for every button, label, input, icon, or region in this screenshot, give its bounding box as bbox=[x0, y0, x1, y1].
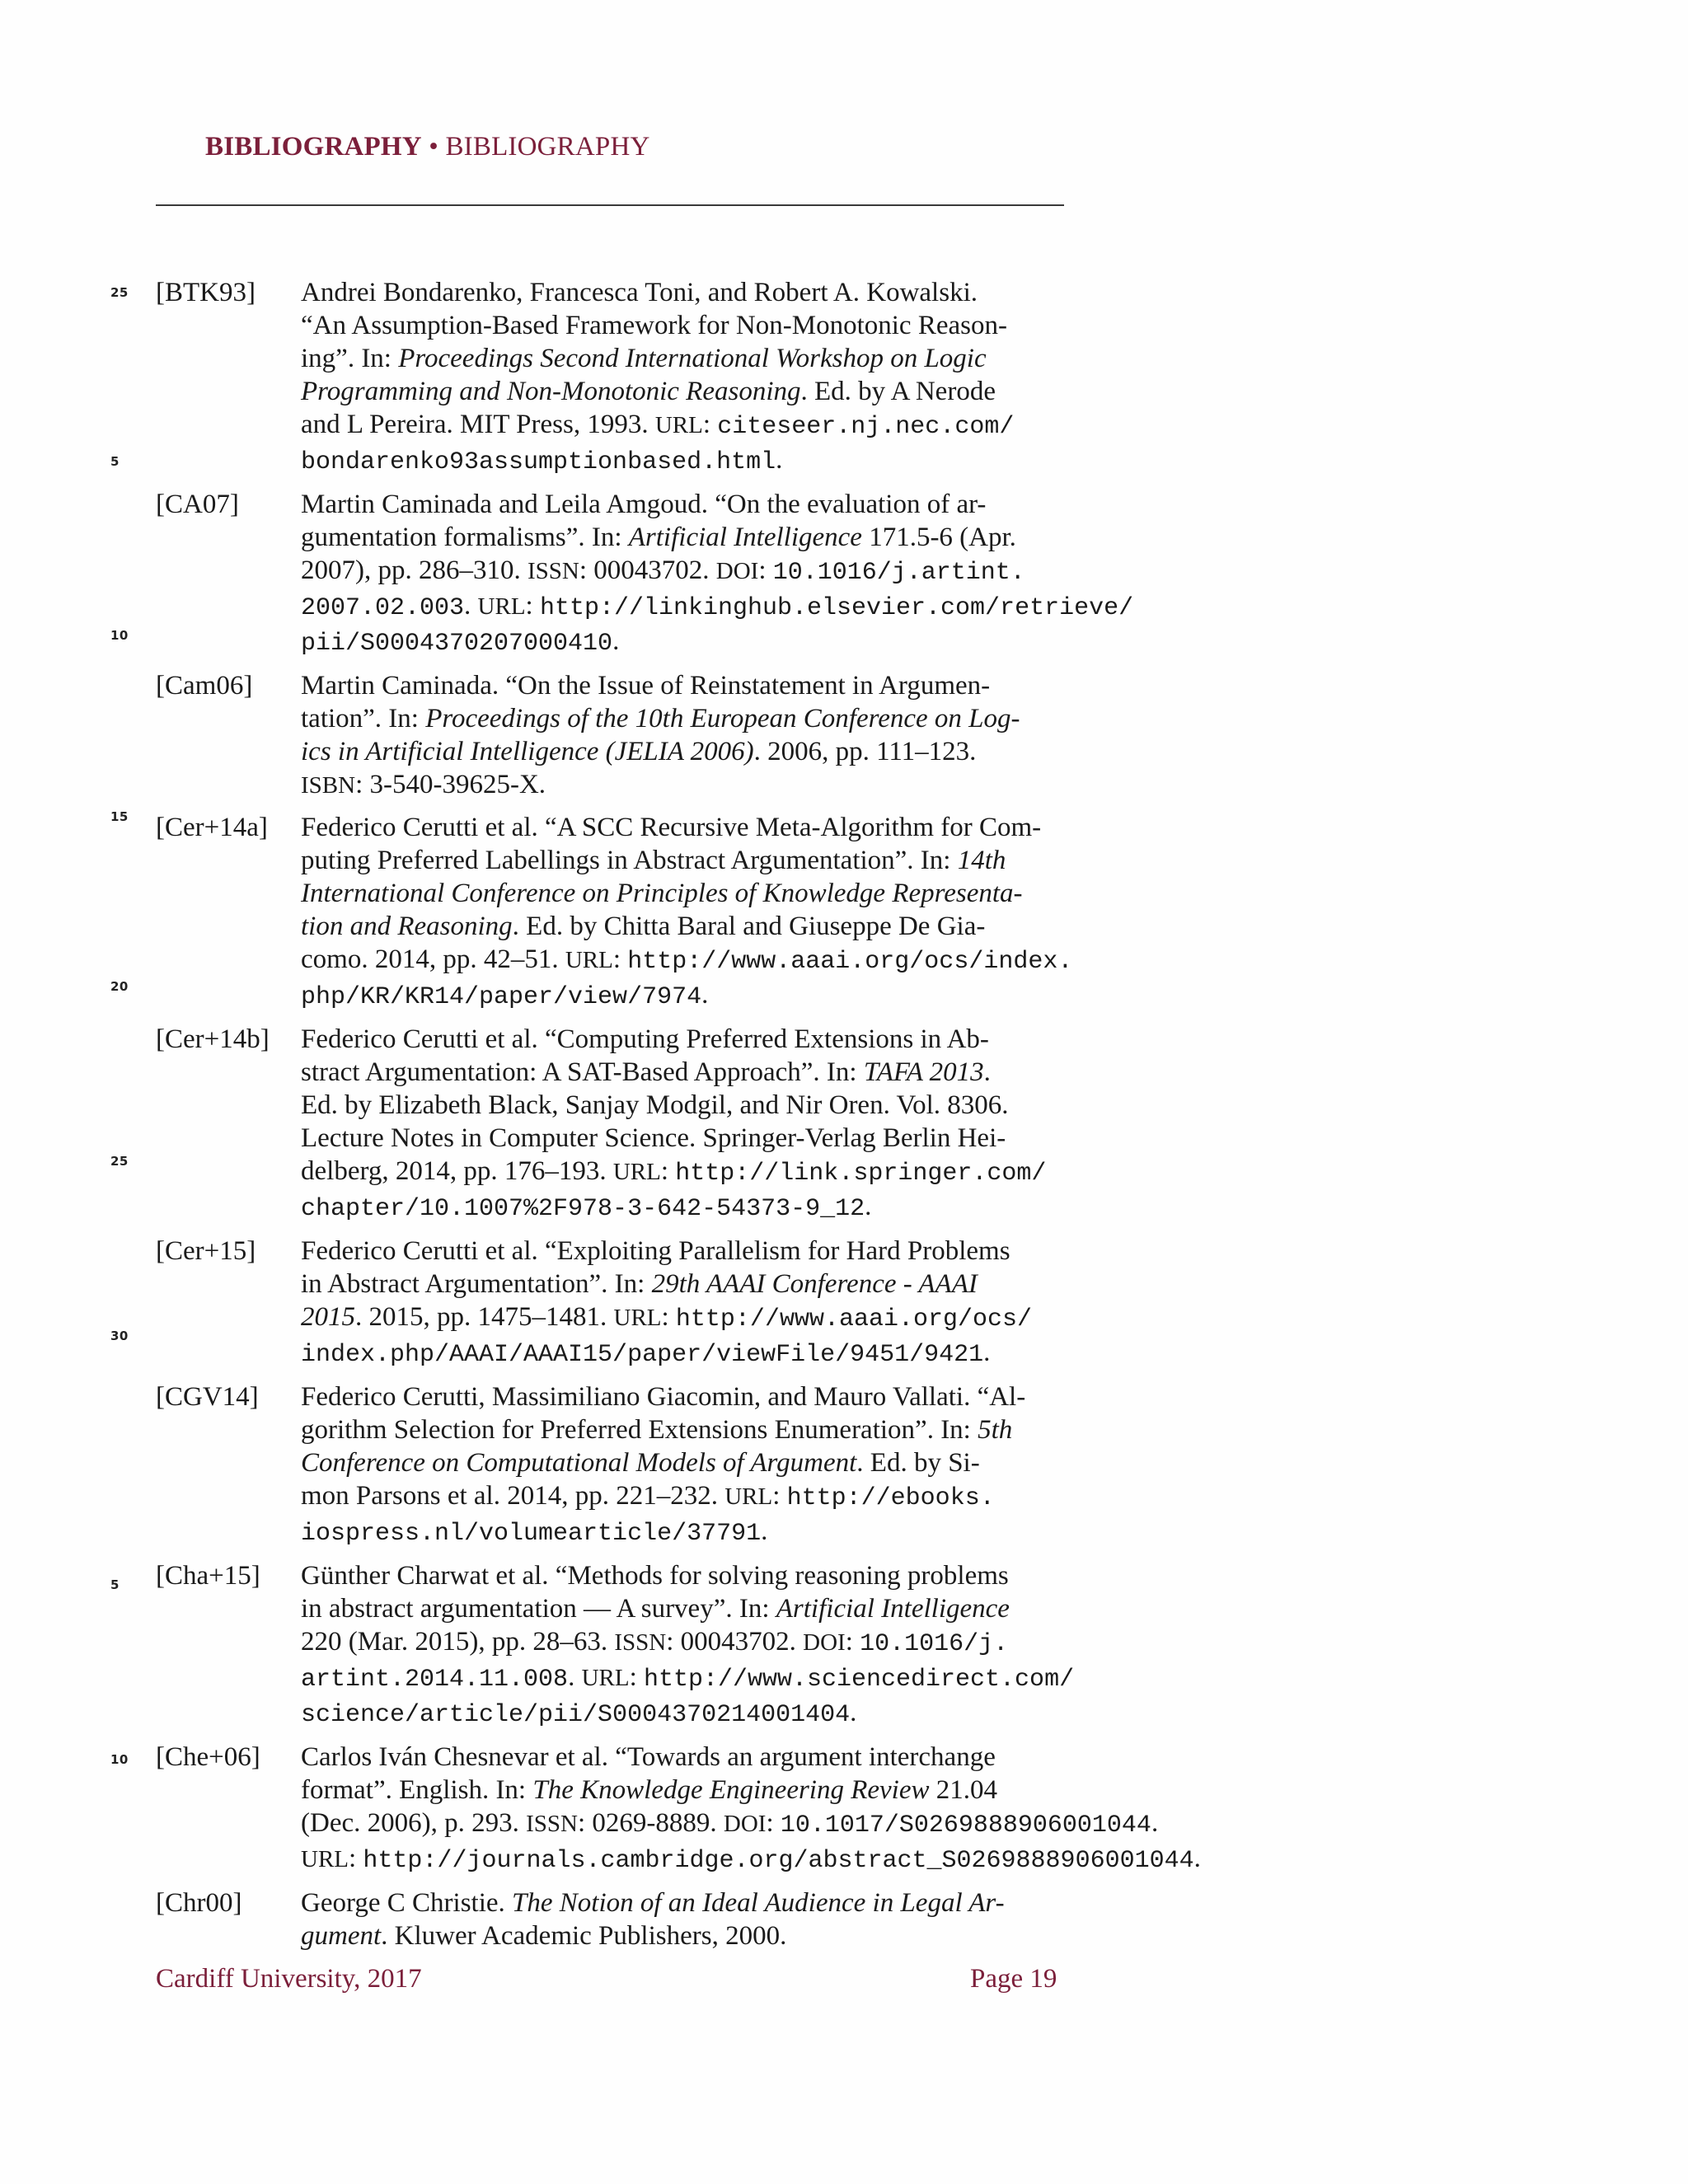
bib-link-text: pii/S0004370207000410 bbox=[301, 630, 613, 658]
bib-line bbox=[301, 554, 1079, 589]
bib-line bbox=[301, 521, 1079, 554]
header-separator: • bbox=[429, 132, 438, 162]
bib-text: URL bbox=[581, 1665, 630, 1691]
bib-line bbox=[301, 1235, 1079, 1268]
line-number: 20 bbox=[110, 979, 129, 994]
bib-text: The Knowledge Engineering Review bbox=[532, 1775, 930, 1805]
bib-text: delberg, 2014, pp. 176–193. bbox=[301, 1156, 613, 1186]
bib-link-text: bondarenko93assumptionbased.html bbox=[301, 448, 776, 476]
bib-link-text: science/article/pii/S0004370214001404 bbox=[301, 1701, 851, 1729]
line-number: 15 bbox=[110, 809, 129, 824]
bib-text: ISBN bbox=[301, 772, 356, 799]
bib-text: : bbox=[766, 1808, 781, 1838]
bib-line bbox=[301, 1380, 1079, 1413]
bib-line bbox=[301, 1479, 1079, 1515]
bib-text: DOI bbox=[723, 1811, 767, 1837]
bib-line bbox=[301, 1446, 1079, 1479]
bib-link-text: 10.1016/j. bbox=[860, 1630, 1009, 1658]
line-number: 25 bbox=[110, 1154, 129, 1169]
bib-line bbox=[301, 342, 1079, 375]
bib-entry bbox=[156, 669, 1079, 802]
bib-text: in abstract argumentation — A survey”. In: bbox=[301, 1594, 776, 1624]
bib-link-text: php/KR/KR14/paper/view/7974 bbox=[301, 983, 702, 1011]
bib-key: [Che+06] bbox=[156, 1742, 260, 1772]
bib-line bbox=[301, 408, 1079, 443]
bib-text: : bbox=[525, 591, 540, 621]
bib-text: TAFA 2013 bbox=[863, 1057, 984, 1087]
bib-link-text: http://www.sciencedirect.com/ bbox=[643, 1666, 1075, 1694]
bib-text: . bbox=[983, 1338, 991, 1367]
bib-line bbox=[301, 811, 1079, 844]
bib-text: gument bbox=[301, 1921, 382, 1951]
bib-text: puting Preferred Labellings in Abstract Argumentation”. In: bbox=[301, 846, 958, 875]
bib-line bbox=[301, 625, 1079, 660]
bib-line bbox=[301, 768, 1079, 802]
bib-link-text: index.php/AAAI/AAAI15/paper/viewFile/9451/9421 bbox=[301, 1341, 984, 1369]
bib-line bbox=[301, 1661, 1079, 1696]
bib-text: 2015 bbox=[301, 1302, 355, 1332]
bib-line bbox=[301, 375, 1079, 408]
bib-text: . Kluwer Academic Publishers, 2000. bbox=[381, 1921, 787, 1951]
bib-entry bbox=[156, 488, 1134, 660]
bib-text: . bbox=[568, 1662, 582, 1692]
bib-line bbox=[301, 1023, 1079, 1056]
bib-text: DOI bbox=[715, 558, 759, 584]
bib-text: Ed. by Elizabeth Black, Sanjay Modgil, and Nir Oren. Vol. 8306. bbox=[301, 1090, 1009, 1120]
bib-text: como. 2014, pp. 42–51. bbox=[301, 944, 565, 974]
bib-text: 14th bbox=[957, 846, 1006, 875]
bib-text: mon Parsons et al. 2014, pp. 221–232. bbox=[301, 1481, 725, 1511]
bib-line bbox=[301, 669, 1079, 702]
bib-text: . bbox=[776, 445, 783, 475]
bib-text: . bbox=[464, 591, 478, 621]
bib-entry bbox=[156, 1380, 1079, 1550]
bib-text: (Dec. 2006), p. 293. bbox=[301, 1808, 527, 1838]
header-rule bbox=[156, 204, 1064, 206]
bib-link-text: citeseer.nj.nec.com/ bbox=[717, 413, 1015, 441]
bib-line bbox=[301, 1122, 1079, 1155]
bib-line bbox=[301, 1696, 1079, 1732]
bib-link-text: http://journals.cambridge.org/abstract_S0269888906001044 bbox=[363, 1847, 1194, 1875]
bib-text: : bbox=[758, 555, 773, 585]
bib-text: . bbox=[850, 1698, 857, 1727]
bib-line bbox=[301, 309, 1079, 342]
bib-text: Lecture Notes in Computer Science. Springer-Verlag Berlin Hei- bbox=[301, 1123, 1006, 1153]
bib-line bbox=[301, 1515, 1079, 1550]
bib-entry bbox=[156, 1235, 1079, 1371]
bib-text: 220 (Mar. 2015), pp. 28–63. bbox=[301, 1627, 615, 1657]
bib-text: Artificial Intelligence bbox=[628, 523, 862, 552]
bib-link-text: iospress.nl/volumearticle/37791 bbox=[301, 1520, 762, 1548]
bib-text: Martin Caminada. “On the Issue of Reinstatement in Argumen- bbox=[301, 671, 991, 701]
bib-text: 2007), pp. 286–310. bbox=[301, 555, 528, 585]
bib-line bbox=[301, 1559, 1079, 1592]
bib-text: 5th bbox=[978, 1415, 1013, 1445]
bib-text: Andrei Bondarenko, Francesca Toni, and Robert A. Kowalski. bbox=[301, 278, 978, 307]
bib-text: : bbox=[772, 1481, 787, 1511]
bib-text: and L Pereira. MIT Press, 1993. bbox=[301, 410, 655, 439]
bib-text: Conference on Computational Models of Argument bbox=[301, 1448, 857, 1478]
bib-link-text: http://ebooks. bbox=[786, 1484, 995, 1512]
bib-line bbox=[301, 1268, 1079, 1301]
bib-line bbox=[301, 488, 1079, 521]
bib-link-text: artint.2014.11.008 bbox=[301, 1666, 569, 1694]
footer-institution: Cardiff University, 2017 bbox=[156, 1964, 422, 1994]
bib-text: Programming and Non-Monotonic Reasoning bbox=[301, 377, 801, 406]
bib-line bbox=[301, 844, 1079, 877]
header-section: BIBLIOGRAPHY bbox=[445, 132, 650, 162]
bib-line bbox=[301, 1886, 1079, 1919]
bib-text: . bbox=[701, 980, 709, 1010]
bib-text: Federico Cerutti, Massimiliano Giacomin, and Mauro Vallati. “Al- bbox=[301, 1382, 1026, 1412]
footer-page-number: Page 19 bbox=[970, 1964, 1057, 1994]
bib-text: ing”. In: bbox=[301, 344, 399, 373]
bibliography-list bbox=[156, 276, 1201, 1961]
bib-text: Proceedings Second International Workshop on Logic bbox=[398, 344, 987, 373]
bib-text: The Notion of an Ideal Audience in Legal Ar- bbox=[512, 1888, 1005, 1918]
bib-line bbox=[301, 443, 1079, 479]
bib-line bbox=[301, 1625, 1079, 1661]
bib-text: ISSN bbox=[528, 558, 579, 584]
bib-text: . bbox=[1151, 1808, 1159, 1838]
bib-text: ISSN bbox=[526, 1811, 578, 1837]
bib-text: Artificial Intelligence bbox=[776, 1594, 1010, 1624]
bib-text: tation”. In: bbox=[301, 704, 426, 733]
bib-text: Günther Charwat et al. “Methods for solving reasoning problems bbox=[301, 1561, 1009, 1591]
bib-line bbox=[301, 1190, 1079, 1226]
line-number: 10 bbox=[110, 628, 129, 643]
bib-text: : bbox=[629, 1662, 644, 1692]
bib-link-text: 10.1017/S0269888906001044 bbox=[780, 1811, 1151, 1840]
bib-text: . Ed. by A Nerode bbox=[800, 377, 996, 406]
bib-text: . 2015, pp. 1475–1481. bbox=[355, 1302, 614, 1332]
line-number: 30 bbox=[110, 1329, 129, 1343]
bib-text: ics in Artificial Intelligence (JELIA 2006) bbox=[301, 737, 754, 766]
bib-link-text: http://linkinghub.elsevier.com/retrieve/ bbox=[539, 594, 1134, 622]
bib-key: [CA07] bbox=[156, 490, 239, 519]
bib-text: . bbox=[865, 1192, 872, 1221]
bib-line bbox=[301, 1774, 1079, 1807]
bib-text: . bbox=[983, 1057, 991, 1087]
bib-text: : bbox=[702, 410, 718, 439]
bib-line bbox=[301, 276, 1079, 309]
bib-line bbox=[301, 1301, 1079, 1336]
bib-key: [Cam06] bbox=[156, 671, 253, 701]
bib-text: 29th AAAI Conference - AAAI bbox=[651, 1269, 978, 1299]
bib-key: [Chr00] bbox=[156, 1888, 242, 1918]
bib-line bbox=[301, 1592, 1079, 1625]
bib-line bbox=[301, 1919, 1079, 1952]
bib-text: in Abstract Argumentation”. In: bbox=[301, 1269, 652, 1299]
bib-text: : 00043702. bbox=[579, 555, 716, 585]
bib-text: Proceedings of the 10th European Conference on Log- bbox=[425, 704, 1020, 733]
bib-text: . 2006, pp. 111–123. bbox=[753, 737, 977, 766]
bib-text: URL bbox=[724, 1483, 773, 1510]
bib-entry bbox=[156, 1559, 1079, 1732]
bib-text: gumentation formalisms”. In: bbox=[301, 523, 629, 552]
bib-text: . bbox=[612, 626, 620, 656]
bib-text: DOI bbox=[803, 1629, 846, 1656]
header-chapter: BIBLIOGRAPHY bbox=[205, 132, 422, 162]
bib-text: Federico Cerutti et al. “Exploiting Parallelism for Hard Problems bbox=[301, 1236, 1010, 1266]
line-number: 10 bbox=[110, 1752, 129, 1767]
bib-text: URL bbox=[477, 593, 526, 620]
bib-line bbox=[301, 1807, 1159, 1842]
bib-text: : bbox=[661, 1302, 676, 1332]
bib-key: [Cer+14a] bbox=[156, 813, 268, 842]
bib-text: URL bbox=[613, 1305, 662, 1331]
bib-entry bbox=[156, 1886, 1079, 1952]
bib-entry bbox=[156, 1023, 1079, 1226]
bib-link-text: http://www.aaai.org/ocs/ bbox=[675, 1305, 1032, 1333]
bib-text: . bbox=[1193, 1844, 1201, 1873]
bib-text: URL bbox=[612, 1159, 661, 1185]
bib-line bbox=[301, 702, 1079, 735]
bib-text: URL bbox=[565, 947, 613, 973]
bib-link-text: 2007.02.003 bbox=[301, 594, 465, 622]
bib-line bbox=[301, 1056, 1079, 1089]
bib-line bbox=[301, 1336, 1079, 1371]
bib-text: Martin Caminada and Leila Amgoud. “On the evaluation of ar- bbox=[301, 490, 987, 519]
bib-text: format”. English. In: bbox=[301, 1775, 533, 1805]
bib-line bbox=[301, 877, 1079, 910]
bib-text: “An Assumption-Based Framework for Non-Monotonic Reason- bbox=[301, 311, 1007, 340]
bib-text: : 0269-8889. bbox=[577, 1808, 724, 1838]
bib-line bbox=[301, 978, 1079, 1014]
line-number: 5 bbox=[110, 454, 120, 469]
bib-link-text: chapter/10.1007%2F978-3-642-54373-9_12 bbox=[301, 1195, 865, 1223]
bib-text: : bbox=[845, 1627, 860, 1657]
bib-text: : 3-540-39625-X. bbox=[355, 770, 546, 799]
bib-text: Federico Cerutti et al. “A SCC Recursive Meta-Algorithm for Com- bbox=[301, 813, 1042, 842]
line-number: 5 bbox=[110, 1577, 120, 1592]
bib-text: 171.5-6 (Apr. bbox=[861, 523, 1016, 552]
bib-text: tion and Reasoning bbox=[301, 912, 513, 941]
bib-text: URL bbox=[654, 412, 703, 438]
line-number: 25 bbox=[110, 285, 129, 300]
bib-text: : bbox=[612, 944, 628, 974]
bib-line bbox=[301, 735, 1079, 768]
bib-text: . bbox=[761, 1516, 768, 1546]
bib-text: : 00043702. bbox=[666, 1627, 804, 1657]
bib-key: [BTK93] bbox=[156, 278, 256, 307]
bib-text: . Ed. by Si- bbox=[856, 1448, 980, 1478]
bib-text: Carlos Iván Chesnevar et al. “Towards an argument interchange bbox=[301, 1742, 996, 1772]
bib-link-text: 10.1016/j.artint. bbox=[772, 559, 1025, 587]
bib-line bbox=[301, 1089, 1079, 1122]
bib-line bbox=[301, 589, 1134, 625]
bib-entry bbox=[156, 276, 1079, 479]
bib-key: [CGV14] bbox=[156, 1382, 259, 1412]
running-header bbox=[205, 132, 650, 162]
bib-entry bbox=[156, 811, 1079, 1014]
bib-text: . Ed. by Chitta Baral and Giuseppe De Gia- bbox=[512, 912, 986, 941]
bib-text: 21.04 bbox=[929, 1775, 998, 1805]
bib-text: International Conference on Principles of Knowledge Representa- bbox=[301, 879, 1023, 908]
bib-entry bbox=[156, 1741, 1201, 1877]
bib-key: [Cer+14b] bbox=[156, 1024, 270, 1054]
bib-text: : bbox=[660, 1156, 676, 1186]
bib-line bbox=[301, 943, 1079, 978]
bib-line bbox=[301, 1413, 1079, 1446]
bib-line bbox=[301, 1842, 1201, 1877]
bib-line bbox=[301, 1155, 1079, 1190]
bib-text: Federico Cerutti et al. “Computing Preferred Extensions in Ab- bbox=[301, 1024, 989, 1054]
bib-key: [Cha+15] bbox=[156, 1561, 260, 1591]
bib-text: ISSN bbox=[614, 1629, 667, 1656]
bib-text: URL bbox=[301, 1846, 349, 1872]
bib-text: gorithm Selection for Preferred Extensions Enumeration”. In: bbox=[301, 1415, 978, 1445]
bib-line bbox=[301, 1741, 1079, 1774]
bib-line bbox=[301, 910, 1079, 943]
bib-key: [Cer+15] bbox=[156, 1236, 256, 1266]
bib-link-text: http://link.springer.com/ bbox=[675, 1160, 1047, 1188]
bib-text: stract Argumentation: A SAT-Based Approach”. In: bbox=[301, 1057, 864, 1087]
bib-text: : bbox=[349, 1844, 363, 1873]
bib-text: George C Christie. bbox=[301, 1888, 513, 1918]
bib-link-text: http://www.aaai.org/ocs/index. bbox=[627, 948, 1073, 976]
